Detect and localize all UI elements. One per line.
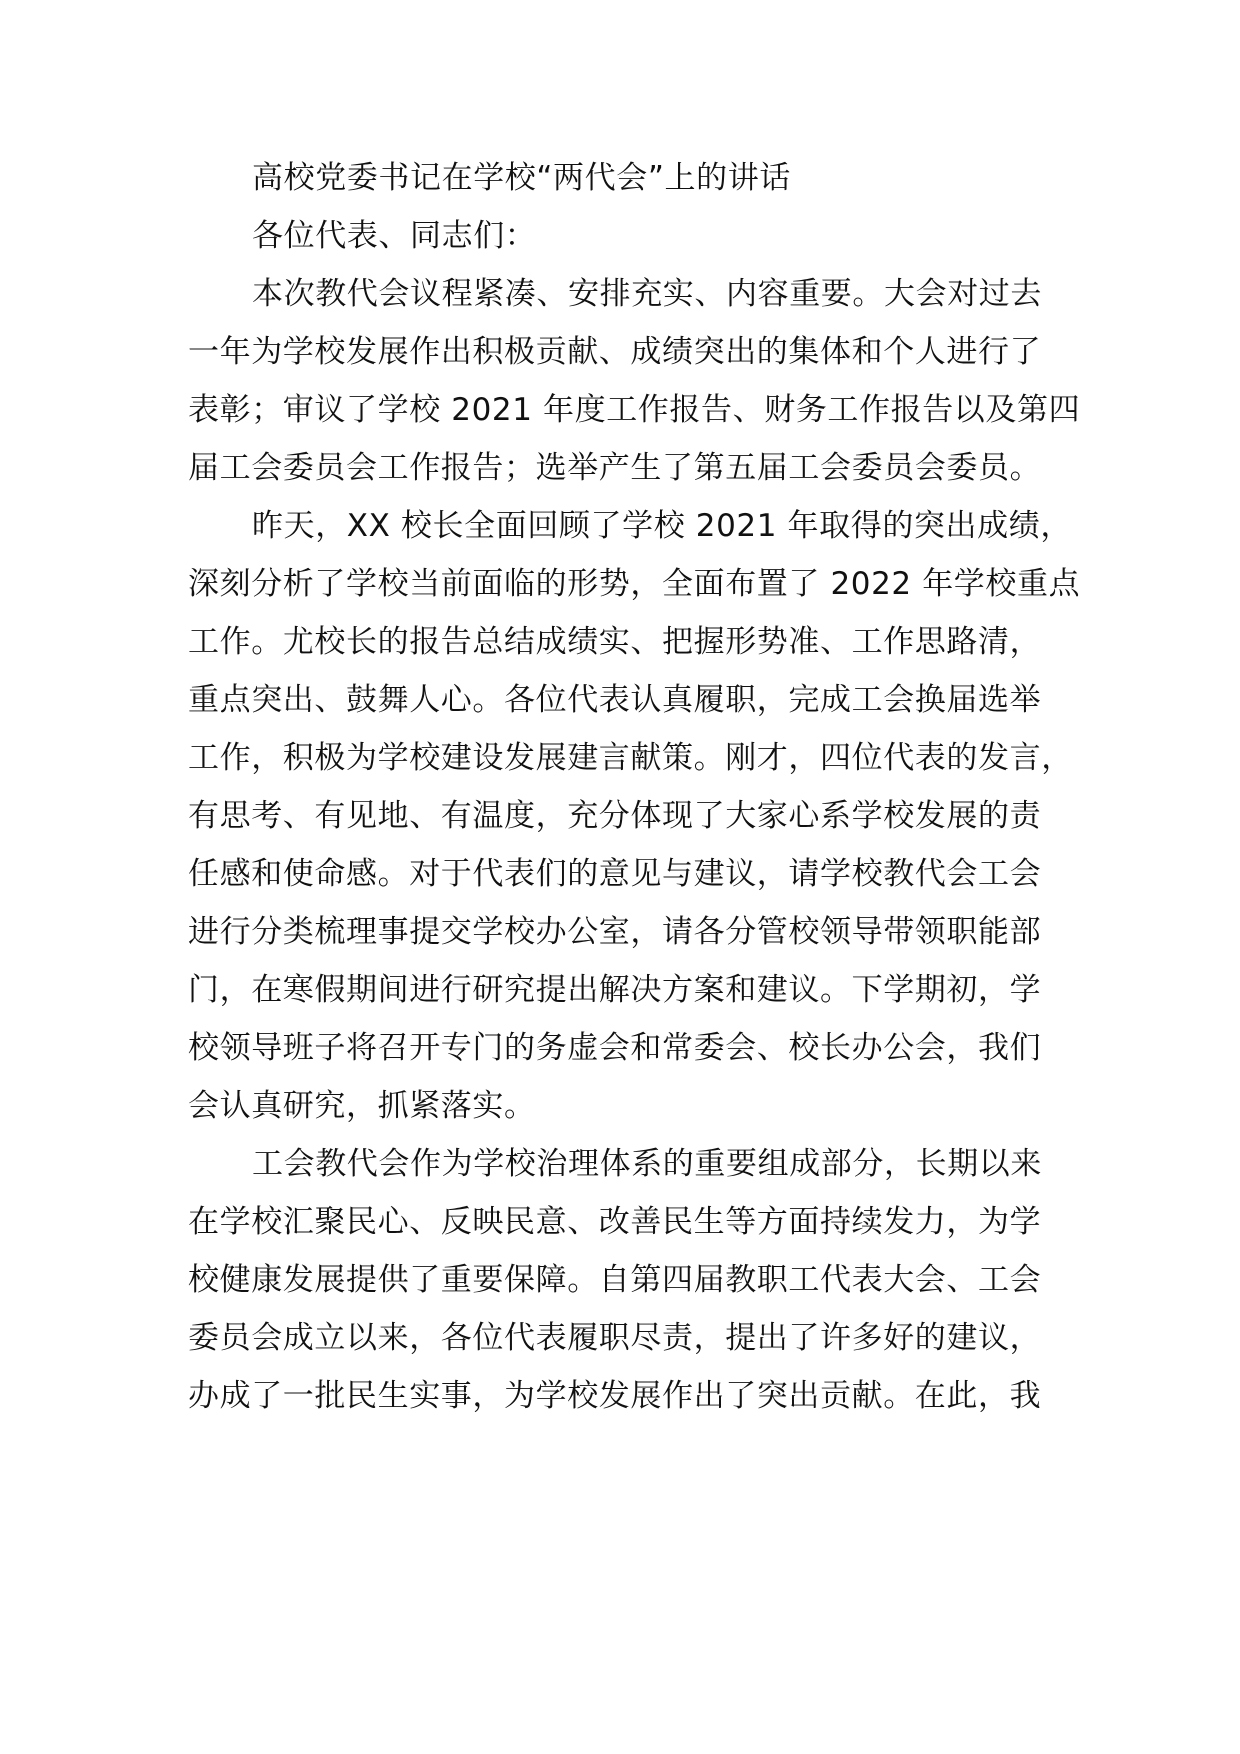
paragraph-2-line-6: 有思考、有见地、有温度，充分体现了大家心系学校发展的责 <box>188 798 1042 834</box>
paragraph-3-line-4: 委员会成立以来，各位代表履职尽责，提出了许多好的建议， <box>188 1320 1042 1356</box>
paragraph-3-line-3: 校健康发展提供了重要保障。自第四届教职工代表大会、工会 <box>188 1262 1042 1298</box>
paragraph-2-line-5: 工作，积极为学校建设发展建言献策。刚才，四位代表的发言， <box>188 740 1073 776</box>
paragraph-2-line-7: 任感和使命感。对于代表们的意见与建议，请学校教代会工会 <box>188 856 1042 892</box>
paragraph-2-line-8: 进行分类梳理事提交学校办公室，请各分管校领导带领职能部 <box>188 914 1042 950</box>
paragraph-2-line-2: 深刻分析了学校当前面临的形势，全面布置了 2022 年学校重点 <box>188 566 1081 602</box>
document-title: 高校党委书记在学校“两代会”上的讲话 <box>252 160 791 196</box>
paragraph-3-line-1: 工会教代会作为学校治理体系的重要组成部分，长期以来 <box>252 1146 1042 1182</box>
paragraph-1-line-3: 表彰；审议了学校 2021 年度工作报告、财务工作报告以及第四 <box>188 392 1081 428</box>
paragraph-2-line-3: 工作。尤校长的报告总结成绩实、把握形势准、工作思路清， <box>188 624 1042 660</box>
paragraph-3-line-2: 在学校汇聚民心、反映民意、改善民生等方面持续发力，为学 <box>188 1204 1042 1240</box>
paragraph-3-line-5: 办成了一批民生实事，为学校发展作出了突出贡献。在此，我 <box>188 1378 1042 1414</box>
paragraph-2-line-4: 重点突出、鼓舞人心。各位代表认真履职，完成工会换届选举 <box>188 682 1042 718</box>
salutation: 各位代表、同志们： <box>252 218 537 254</box>
paragraph-2-line-1: 昨天，XX 校长全面回顾了学校 2021 年取得的突出成绩， <box>252 508 1072 544</box>
paragraph-1-line-4: 届工会委员会工作报告；选举产生了第五届工会委员会委员。 <box>188 450 1042 486</box>
paragraph-2-line-9: 门，在寒假期间进行研究提出解决方案和建议。下学期初，学 <box>188 972 1042 1008</box>
paragraph-1-line-1: 本次教代会议程紧凑、安排充实、内容重要。大会对过去 <box>252 276 1042 312</box>
paragraph-1-line-2: 一年为学校发展作出积极贡献、成绩突出的集体和个人进行了 <box>188 334 1042 370</box>
paragraph-2-line-10: 校领导班子将召开专门的务虚会和常委会、校长办公会，我们 <box>188 1030 1042 1066</box>
paragraph-2-line-11: 会认真研究，抓紧落实。 <box>188 1088 536 1124</box>
